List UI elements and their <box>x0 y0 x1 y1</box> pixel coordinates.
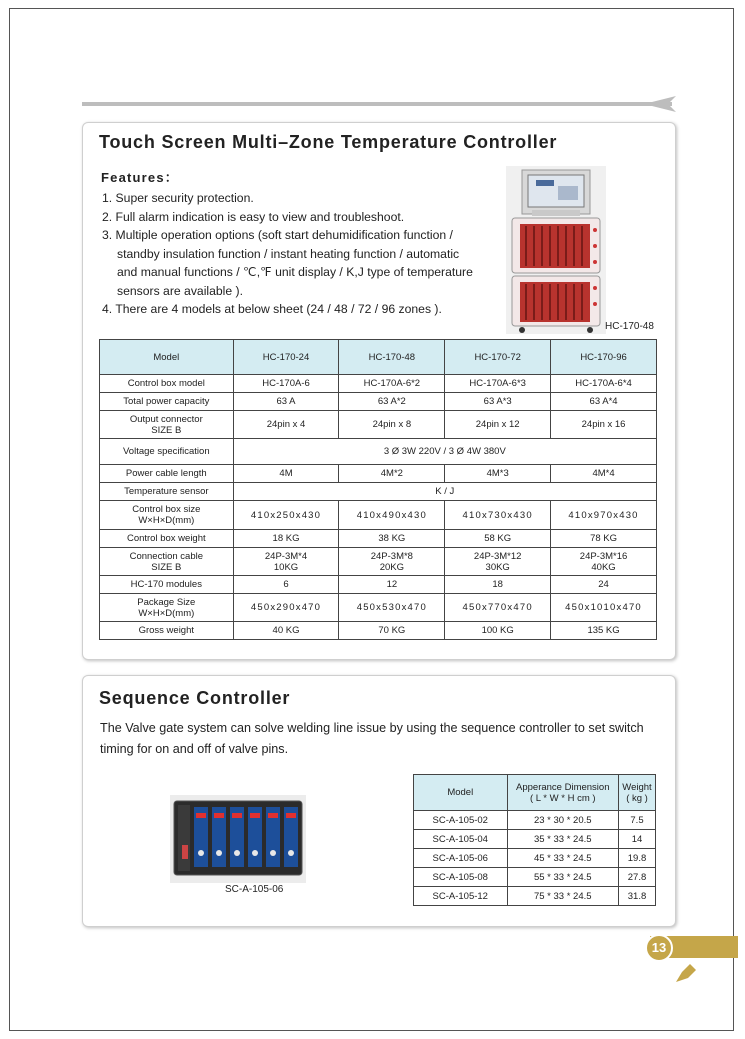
table-cell: 24pin x 4 <box>233 411 339 439</box>
table-row <box>414 849 656 868</box>
row-label: Temperature sensor <box>100 483 234 501</box>
table-cell: 24 <box>551 576 657 594</box>
feature-item: 1. Super security protection. <box>102 191 254 205</box>
table-cell: 4M*4 <box>551 465 657 483</box>
feature-item-continued: standby insulation function / instant heating function / automatic <box>117 246 460 261</box>
table-cell: 24P-3M*12 30KG <box>445 548 551 576</box>
table-cell: 410x250x430 <box>233 501 339 530</box>
table-cell: 19.8 <box>619 849 656 868</box>
table-cell: 410x970x430 <box>551 501 657 530</box>
arrow-tip-icon <box>652 96 676 112</box>
feature-item: 4. There are 4 models at below sheet (24 / 48 / 72 / 96 zones ). <box>102 302 442 316</box>
table-cell: HC-170A-6*4 <box>551 375 657 393</box>
table-cell: 38 KG <box>339 530 445 548</box>
column-header: Weight ( kg ) <box>619 775 656 811</box>
table-cell: 78 KG <box>551 530 657 548</box>
table-row <box>100 622 657 640</box>
table-cell: 410x730x430 <box>445 501 551 530</box>
table-row <box>414 868 656 887</box>
table-row <box>414 811 656 830</box>
specification-table <box>99 339 657 640</box>
table-cell: 12 <box>339 576 445 594</box>
table-row <box>414 887 656 906</box>
column-header: Apperance Dimension ( L * W * H cm ) <box>507 775 619 811</box>
table-row <box>100 548 657 576</box>
table-cell: 18 <box>445 576 551 594</box>
table-cell: 410x490x430 <box>339 501 445 530</box>
table-cell: 100 KG <box>445 622 551 640</box>
table-cell: SC-A-105-04 <box>414 830 508 849</box>
row-label: Voltage specification <box>100 439 234 465</box>
table-row <box>100 576 657 594</box>
table-cell: 55 * 33 * 24.5 <box>507 868 619 887</box>
row-label: Connection cable SIZE B <box>100 548 234 576</box>
column-header: HC-170-72 <box>445 340 551 375</box>
table-cell: K / J <box>233 483 656 501</box>
row-label: Total power capacity <box>100 393 234 411</box>
photo-caption: HC-170-48 <box>605 321 654 332</box>
table-cell: 450x530x470 <box>339 594 445 622</box>
table-cell: 24P-3M*16 40KG <box>551 548 657 576</box>
table-cell: 135 KG <box>551 622 657 640</box>
table-row <box>100 375 657 393</box>
section-title-sequence-controller: Sequence Controller <box>99 688 291 708</box>
table-cell: 40 KG <box>233 622 339 640</box>
table-cell: 63 A*3 <box>445 393 551 411</box>
table-cell: 35 * 33 * 24.5 <box>507 830 619 849</box>
table-cell: 14 <box>619 830 656 849</box>
table-row <box>100 393 657 411</box>
pencil-tip-icon <box>674 962 698 984</box>
top-divider <box>82 102 672 106</box>
table-cell: 24P-3M*4 10KG <box>233 548 339 576</box>
table-cell: 4M*2 <box>339 465 445 483</box>
table-cell: SC-A-105-08 <box>414 868 508 887</box>
table-cell: 4M*3 <box>445 465 551 483</box>
table-cell: 4M <box>233 465 339 483</box>
table-row <box>100 530 657 548</box>
table-cell: HC-170A-6*2 <box>339 375 445 393</box>
row-label: Control box weight <box>100 530 234 548</box>
table-cell: HC-170A-6 <box>233 375 339 393</box>
table-cell: 58 KG <box>445 530 551 548</box>
table-cell: 450x290x470 <box>233 594 339 622</box>
table-cell: 23 * 30 * 20.5 <box>507 811 619 830</box>
table-row <box>100 483 657 501</box>
features-label: Features： <box>101 170 179 185</box>
table-cell: HC-170A-6*3 <box>445 375 551 393</box>
feature-item: 3. Multiple operation options (soft start dehumidification function / <box>102 228 453 242</box>
sc-a-105-06-product-photo <box>170 795 306 883</box>
table-cell: 27.8 <box>619 868 656 887</box>
table-cell: 3 Ø 3W 220V / 3 Ø 4W 380V <box>233 439 656 465</box>
row-label: HC-170 modules <box>100 576 234 594</box>
row-label: Power cable length <box>100 465 234 483</box>
table-cell: SC-A-105-12 <box>414 887 508 906</box>
table-cell: 75 * 33 * 24.5 <box>507 887 619 906</box>
table-header-row <box>414 775 656 811</box>
feature-item: 2. Full alarm indication is easy to view and troubleshoot. <box>102 209 405 224</box>
row-label: Gross weight <box>100 622 234 640</box>
row-label: Control box model <box>100 375 234 393</box>
sequence-description: The Valve gate system can solve welding line issue by using the sequence controller to set switch timing for on and off of valve pins. <box>100 721 644 756</box>
column-header: HC-170-96 <box>551 340 657 375</box>
table-cell: SC-A-105-02 <box>414 811 508 830</box>
row-label: Output connector SIZE B <box>100 411 234 439</box>
feature-item-continued: and manual functions / ℃,℉ unit display / K,J type of temperature <box>117 265 473 279</box>
table-cell: 24pin x 16 <box>551 411 657 439</box>
table-cell: 63 A*4 <box>551 393 657 411</box>
table-cell: 6 <box>233 576 339 594</box>
column-header: HC-170-24 <box>233 340 339 375</box>
table-row <box>100 439 657 465</box>
table-cell: 24pin x 12 <box>445 411 551 439</box>
table-cell: 45 * 33 * 24.5 <box>507 849 619 868</box>
table-cell: 18 KG <box>233 530 339 548</box>
table-row <box>100 594 657 622</box>
table-header-row <box>100 340 657 375</box>
table-cell: 63 A <box>233 393 339 411</box>
column-header: Model <box>414 775 508 811</box>
table-cell: 450x1010x470 <box>551 594 657 622</box>
table-cell: 24pin x 8 <box>339 411 445 439</box>
table-cell: 24P-3M*8 20KG <box>339 548 445 576</box>
table-cell: 70 KG <box>339 622 445 640</box>
photo-caption: SC-A-105-06 <box>225 884 284 895</box>
table-row <box>100 465 657 483</box>
table-row <box>100 411 657 439</box>
row-label: Package Size W×H×D(mm) <box>100 594 234 622</box>
sequence-model-table <box>413 774 656 906</box>
section-title-temperature-controller: Touch Screen Multi–Zone Temperature Controller <box>99 132 558 152</box>
table-cell: SC-A-105-06 <box>414 849 508 868</box>
table-cell: 450x770x470 <box>445 594 551 622</box>
feature-item-continued: sensors are available ). <box>117 283 243 298</box>
row-label: Control box size W×H×D(mm) <box>100 501 234 530</box>
column-header: HC-170-48 <box>339 340 445 375</box>
table-cell: 63 A*2 <box>339 393 445 411</box>
page-number: 13 <box>645 934 673 962</box>
table-cell: 7.5 <box>619 811 656 830</box>
table-row <box>100 501 657 530</box>
hc-170-48-product-photo <box>506 166 606 334</box>
column-header: Model <box>100 340 234 375</box>
table-cell: 31.8 <box>619 887 656 906</box>
table-row <box>414 830 656 849</box>
